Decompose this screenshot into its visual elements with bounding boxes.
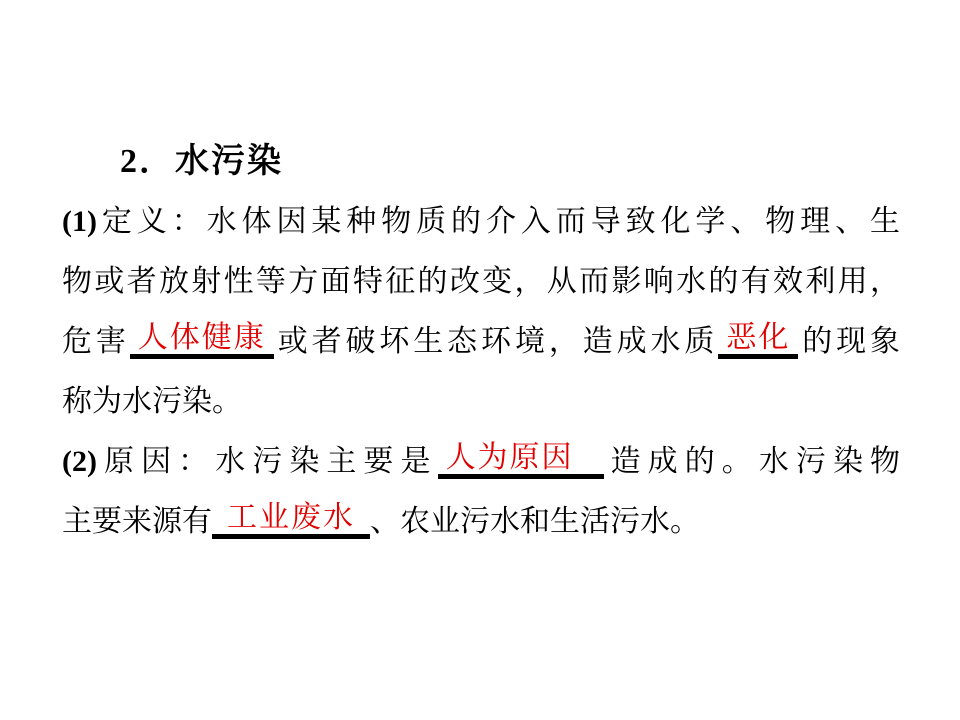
fill-blank-human-health <box>130 321 274 359</box>
definition-text-2: 物或者放射性等方面特征的改变，从而影响水的有效利用， <box>62 265 900 298</box>
definition-line-2 <box>62 252 900 312</box>
answer-human-health: 人体健康 <box>137 321 266 354</box>
definition-text-1: 定义：水体因某种物质的介入而导致化学、物理、生 <box>96 205 900 238</box>
definition-text-3a: 危害 <box>62 325 130 358</box>
definition-line-1 <box>62 192 900 252</box>
cause-line-1 <box>62 432 900 492</box>
definition-text-4: 称为水污染。 <box>62 385 242 418</box>
answer-deterioration: 恶化 <box>726 321 791 354</box>
cause-text-1a: 原因：水污染主要是 <box>96 445 438 478</box>
cause-text-2b: 、农业污水和生活污水。 <box>370 505 700 538</box>
item-number-1: (1) <box>62 205 97 238</box>
fill-blank-industrial-wastewater <box>212 501 370 539</box>
answer-human-cause: 人为原因 <box>445 441 574 474</box>
definition-line-4 <box>62 372 900 432</box>
answer-industrial-wastewater: 工业废水 <box>227 501 355 534</box>
fill-blank-deterioration <box>718 321 798 359</box>
item-number-2: (2) <box>62 445 97 478</box>
slide-heading: 2．水污染 <box>120 143 283 180</box>
definition-text-3c: 的现象 <box>798 325 901 358</box>
cause-text-2a: 主要来源有 <box>62 505 212 538</box>
definition-text-3b: 或者破坏生态环境，造成水质 <box>273 325 719 358</box>
fill-blank-human-cause <box>438 441 604 479</box>
cause-text-1b: 造成的。水污染物 <box>603 445 901 478</box>
cause-line-2 <box>62 492 900 552</box>
definition-line-3 <box>62 312 900 372</box>
